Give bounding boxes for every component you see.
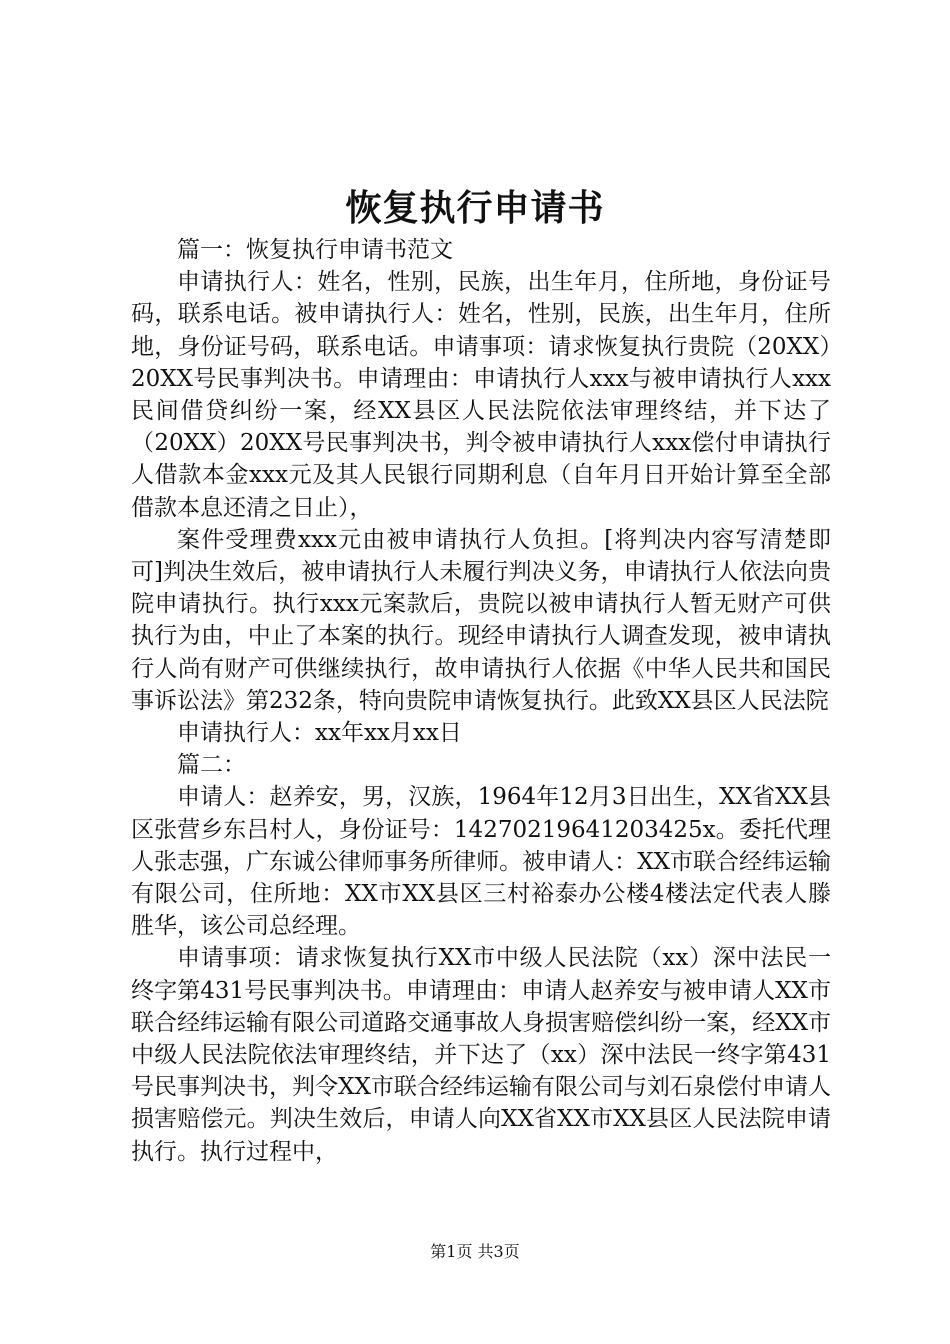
paragraph-applicant-zhao: 申请人：赵养安，男，汉族，1964年12月3日出生，XX省XX县区张营乡东吕村人，身份证号：14270219641203425x。委托代理人张志强，广东诚公律师事务所律师。被申请人：XX市联合经纬运输有限公司，住所地：XX市XX县区三村裕泰办公楼4楼法定代表人滕胜华，该公司总经理。: [131, 784, 831, 940]
paragraph-case-fee: 案件受理费xxx元由被申请执行人负担。[将判决内容写清楚即可]判决生效后，被申请执行人未履行判决义务，申请执行人依法向贵院申请执行。执行xxx元案款后，贵院以被申请执行人暂无财产可供执行为由，中止了本案的执行。现经申请执行人调查发现，被申请执行人尚有财产可供继续执行，故申请执行人依据《中华人民共和国民事诉讼法》第232条，特向贵院申请恢复执行。此致XX县区人民法院: [131, 526, 831, 714]
paragraph-application-matters: 申请事项：请求恢复执行XX市中级人民法院（xx）深中法民一终字第431号民事判决书。申请理由：申请人赵养安与被申请人XX市联合经纬运输有限公司道路交通事故人身损害赔偿纠纷一案，经XX市中级人民法院依法审理终结，并下达了（xx）深中法民一终字第431号民事判决书，判令XX市联合经纬运输有限公司与刘石泉偿付申请人损害赔偿元。判决生效后，申请人向XX省XX市XX县区人民法院申请执行。执行过程中，: [131, 945, 831, 1165]
paragraph-section-one-heading: 篇一：恢复执行申请书范文: [177, 237, 453, 263]
document-title: 恢复执行申请书: [345, 187, 605, 229]
page-footer: 第1页 共3页: [430, 1242, 520, 1261]
paragraph-section-two-heading: 篇二：: [177, 752, 246, 779]
document-body: [131, 234, 831, 1168]
paragraph-signature-date: 申请执行人：xx年xx月xx日: [177, 720, 462, 747]
paragraph-applicant-info: 申请执行人：姓名，性别，民族，出生年月，住所地，身份证号码，联系电话。被申请执行人：姓名，性别，民族，出生年月，住所地，身份证号码，联系电话。申请事项：请求恢复执行贵院（20XX）20XX号民事判决书。申请理由：申请执行人xxx与被申请执行人xxx民间借贷纠纷一案，经XX县区人民法院依法审理终结，并下达了（20XX）20XX号民事判决书，判令被申请执行人xxx偿付申请执行人借款本金xxx元及其人民银行同期利息（自年月日开始计算至全部借款本息还清之日止），: [131, 269, 831, 521]
